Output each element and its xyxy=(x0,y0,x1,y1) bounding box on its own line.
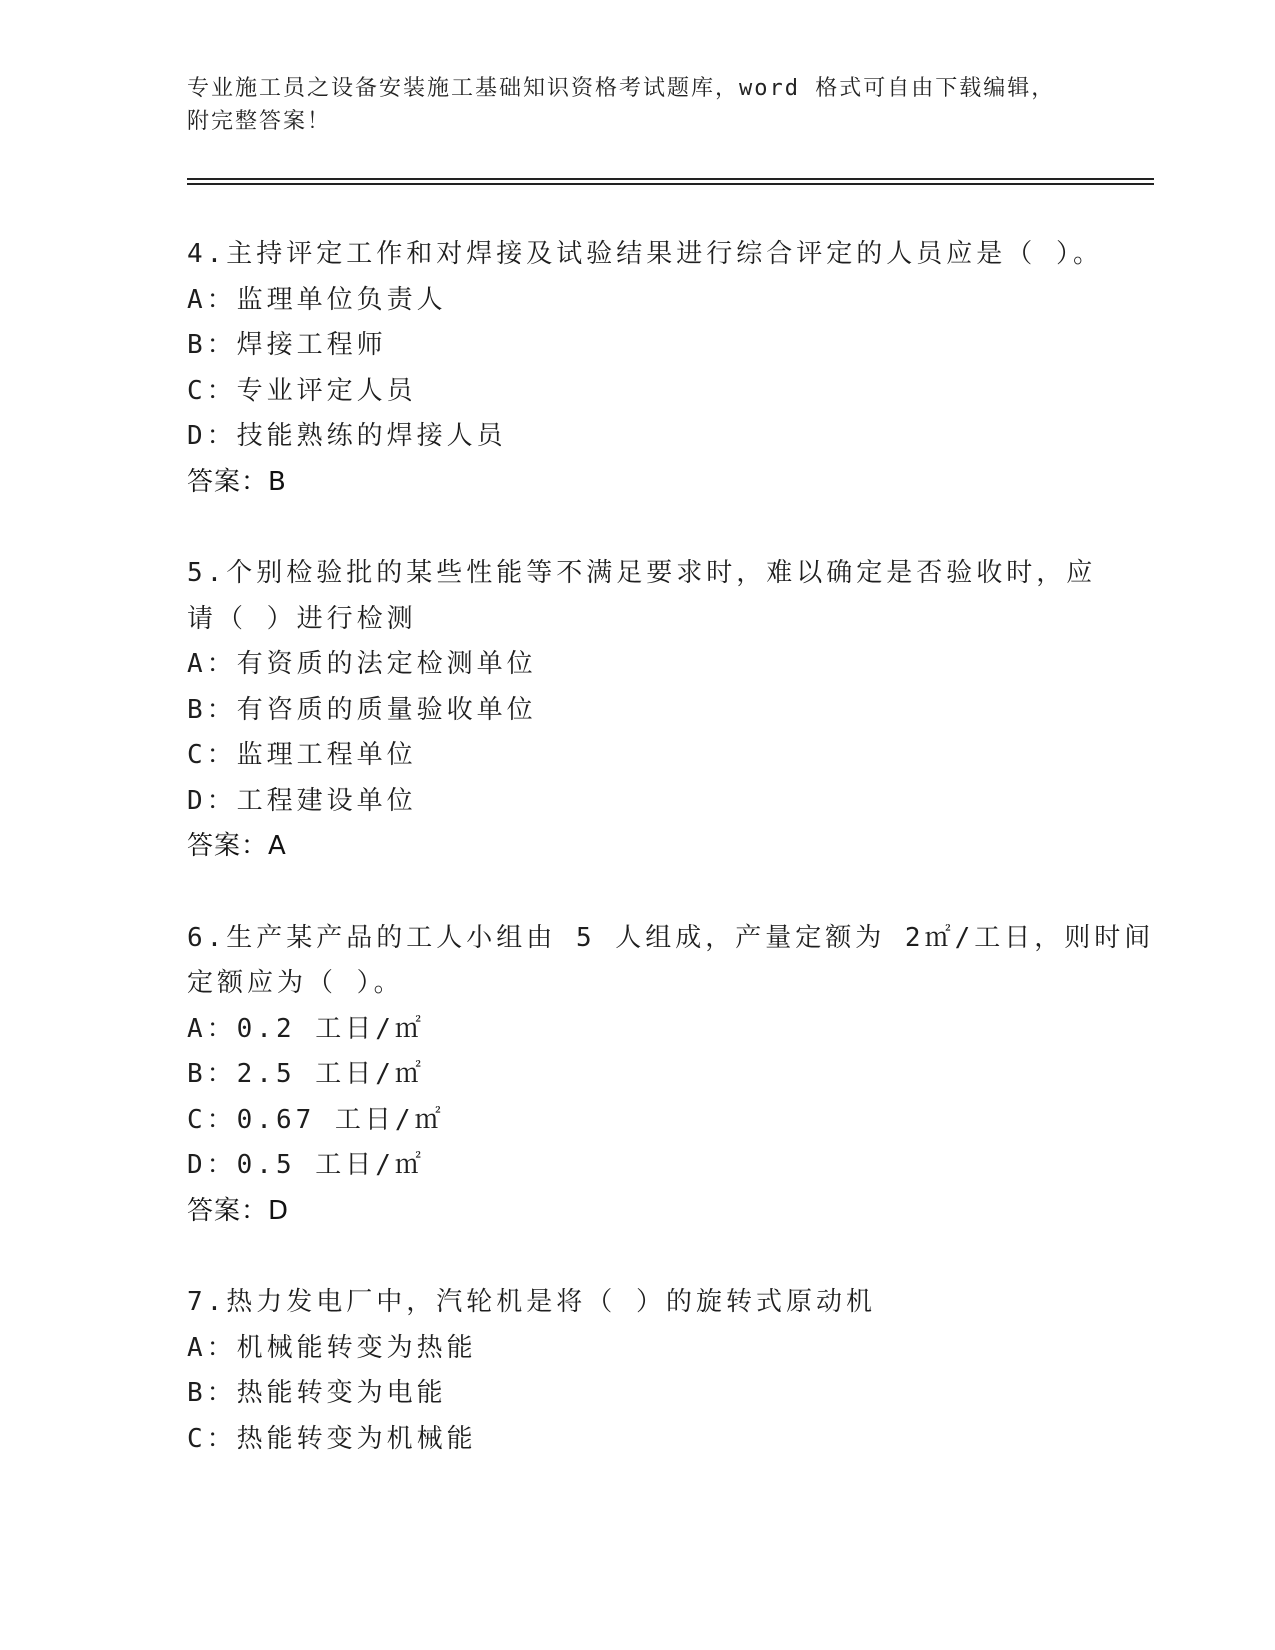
option-b: B：有咨质的质量验收单位 xyxy=(187,694,537,725)
option-a: A：机械能转变为热能 xyxy=(187,1332,477,1363)
question-5 xyxy=(187,551,1097,870)
answer-label: 答案：A xyxy=(187,831,287,861)
question-stem: 6.生产某产品的工人小组由 5 人组成，产量定额为 2㎡/工日，则时间 xyxy=(187,922,1155,953)
option-c: C：监理工程单位 xyxy=(187,740,417,770)
question-stem-continued: 定额应为（ ）。 xyxy=(187,968,404,998)
question-stem-continued: 请（ ）进行检测 xyxy=(187,603,417,634)
answer-label: 答案：D xyxy=(187,1195,290,1226)
question-list xyxy=(187,232,1155,1508)
question-7 xyxy=(187,1280,1087,1462)
option-b: B：热能转变为电能 xyxy=(187,1378,447,1408)
option-a: A：有资质的法定检测单位 xyxy=(187,649,537,679)
header-divider-bottom xyxy=(187,183,1154,185)
header-line-1: 专业施工员之设备安装施工基础知识资格考试题库，word 格式可自由下载编辑， xyxy=(187,76,1056,101)
option-d: D：技能熟练的焊接人员 xyxy=(187,421,507,451)
question-stem: 7.热力发电厂中，汽轮机是将（ ）的旋转式原动机 xyxy=(187,1287,876,1317)
option-a: A：监理单位负责人 xyxy=(187,284,447,315)
option-a: A：0.2 工日/㎡ xyxy=(187,1013,425,1044)
option-d: D：工程建设单位 xyxy=(187,785,417,816)
option-b: B：焊接工程师 xyxy=(187,330,387,360)
option-b: B：2.5 工日/㎡ xyxy=(187,1059,425,1089)
option-d: D：0.5 工日/㎡ xyxy=(187,1150,425,1180)
header-divider-top xyxy=(187,178,1154,180)
header-line-2: 附完整答案！ xyxy=(187,109,332,134)
answer-label: 答案：B xyxy=(187,466,287,497)
question-6 xyxy=(187,916,1155,1235)
question-4 xyxy=(187,232,1103,505)
option-c: C：专业评定人员 xyxy=(187,375,417,406)
document-header xyxy=(187,72,1087,138)
option-c: C：0.67 工日/㎡ xyxy=(187,1104,445,1135)
question-stem: 4.主持评定工作和对焊接及试验结果进行综合评定的人员应是（ ）。 xyxy=(187,239,1103,269)
question-stem: 5.个别检验批的某些性能等不满足要求时，难以确定是否验收时，应 xyxy=(187,558,1097,588)
option-c: C：热能转变为机械能 xyxy=(187,1423,477,1454)
